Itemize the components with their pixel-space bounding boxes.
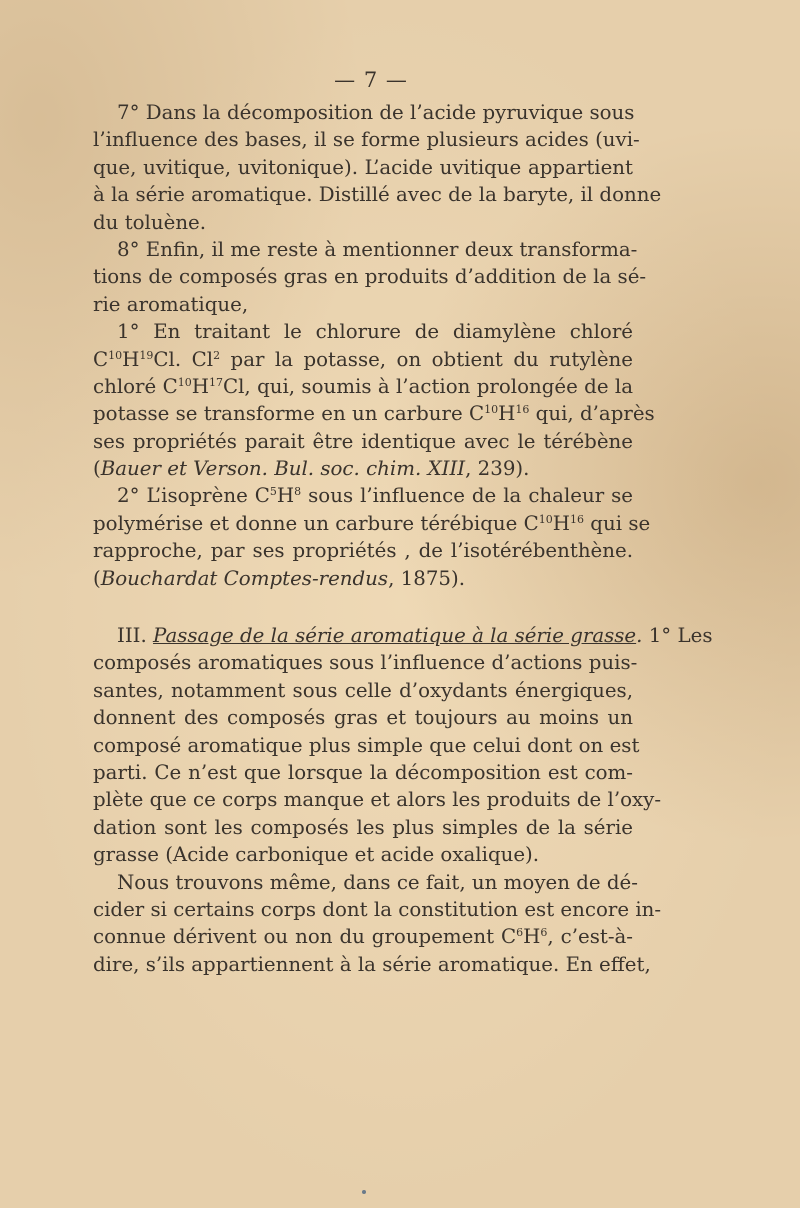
text-line: que, uvitique, uvitonique). L’acide uvitique appartient bbox=[93, 155, 633, 179]
page-number: — 7 — bbox=[334, 68, 408, 92]
section-gap bbox=[93, 592, 633, 622]
text-line: dation sont les composés les plus simples de la série bbox=[93, 815, 633, 839]
text-line: rapproche, par ses propriétés , de l’isotérébenthène. bbox=[93, 539, 633, 563]
text-line: 1° En traitant le chlorure de diamylène chloré bbox=[117, 320, 633, 344]
text-line: (Bouchardat Comptes-rendus, 1875). bbox=[93, 566, 466, 590]
text-line: connue dérivent ou non du groupement $C^6H^6$, c’est-à- bbox=[93, 925, 633, 949]
text-line: (Bauer et Verson. Bul. soc. chim. XIII, 239). bbox=[93, 457, 530, 481]
text-line: du toluène. bbox=[93, 210, 207, 234]
text-line: III. Passage de la série aromatique à la série grasse. 1° Les bbox=[117, 624, 713, 648]
text-line: 2° L’isoprène $C^5H^8$ sous l’influence de la chaleur se bbox=[117, 484, 633, 508]
text-line: santes, notamment sous celle d’oxydants énergiques, bbox=[93, 678, 633, 702]
text-line: ses propriétés parait être identique avec le térébène bbox=[93, 429, 633, 453]
text-line: tions de composés gras en produits d’addition de la sé- bbox=[93, 265, 647, 289]
text-line: donnent des composés gras et toujours au moins un bbox=[93, 706, 633, 730]
body-text bbox=[93, 99, 713, 978]
text-line: plète que ce corps manque et alors les produits de l’oxy- bbox=[93, 788, 662, 812]
text-line: composés aromatiques sous l’influence d’actions puis- bbox=[93, 651, 638, 675]
text-line: $C^{10}H^{19}Cl$. Cl$^2$ par la potasse, on obtient du rutylène bbox=[93, 347, 633, 371]
ink-speck bbox=[362, 1190, 366, 1194]
text-line: parti. Ce n’est que lorsque la décomposition est com- bbox=[93, 760, 633, 784]
text-line: 7° Dans la décomposition de l’acide pyruvique sous bbox=[117, 101, 635, 124]
text-line: chloré $C^{10}H^{17}Cl$, qui, soumis à l’action prolongée de la bbox=[93, 374, 633, 398]
text-line: potasse se transforme en un carbure $C^{10}H^{16}$ qui, d’après bbox=[93, 402, 655, 426]
text-line: composé aromatique plus simple que celui dont on est bbox=[93, 733, 640, 757]
text-line: rie aromatique, bbox=[93, 292, 249, 316]
text-line: polymérise et donne un carbure térébique $C^{10}H^{16}$ qui se bbox=[93, 511, 651, 535]
text-line: cider si certains corps dont la constitution est encore in- bbox=[93, 897, 662, 921]
text-line: 8° Enfin, il me reste à mentionner deux transforma- bbox=[117, 237, 638, 261]
text-line: grasse (Acide carbonique et acide oxalique). bbox=[93, 843, 540, 867]
text-line: Nous trouvons même, dans ce fait, un moyen de dé- bbox=[117, 870, 638, 894]
text-line: dire, s’ils appartiennent à la série aromatique. En effet, bbox=[93, 952, 651, 976]
text-line: l’influence des bases, il se forme plusieurs acides (uvi- bbox=[93, 128, 640, 152]
text-line: à la série aromatique. Distillé avec de la baryte, il donne bbox=[93, 183, 662, 207]
